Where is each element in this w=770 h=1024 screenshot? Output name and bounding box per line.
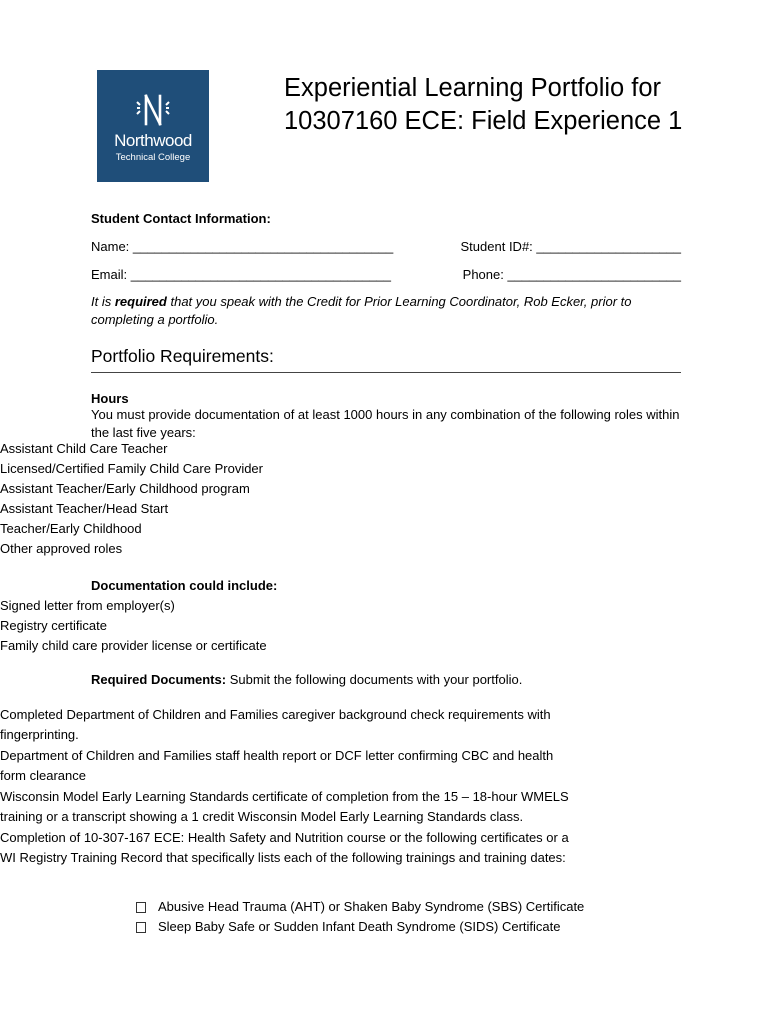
list-item: • Assistant Teacher/Head Start (0, 499, 263, 519)
training-label: Sleep Baby Safe or Sudden Infant Death Syndrome (SIDS) Certificate (158, 919, 561, 934)
list-item: • Signed letter from employer(s) (0, 596, 267, 616)
northwood-logo (97, 70, 209, 182)
required-documents-intro (91, 671, 522, 689)
list-item: • Assistant Teacher/Early Childhood program (0, 479, 263, 499)
document-title: Experiential Learning Portfolio for 10307160 ECE: Field Experience 1 (284, 74, 683, 135)
hours-heading: Hours (91, 391, 129, 406)
trainings-list (136, 897, 584, 937)
documentation-list (0, 596, 267, 656)
list-item: • Completion of 10-307-167 ECE: Health Safety and Nutrition course or the following certificates or a WI Registry Training Record that specifically lists each of the following trainings and training dates: (0, 828, 570, 868)
list-item: • Teacher/Early Childhood (0, 519, 263, 539)
training-label: Abusive Head Trauma (AHT) or Shaken Baby Syndrome (SBS) Certificate (158, 899, 585, 914)
notice-after: that you speak with the Credit for Prior Learning Coordinator, Rob Ecker, prior to completing a portfolio. (91, 294, 632, 327)
required-documents-label: Required Documents: (91, 672, 227, 687)
section-divider (91, 372, 681, 373)
list-item: • Wisconsin Model Early Learning Standards certificate of completion from the 15 – 18-hour WMELS training or a transcript showing a 1 credit Wisconsin Model Early Learning Standards class. (0, 787, 570, 827)
contact-heading: Student Contact Information: (91, 211, 271, 226)
list-item: • Other approved roles (0, 539, 263, 559)
list-item: • Licensed/Certified Family Child Care Provider (0, 459, 263, 479)
coordinator-notice (91, 293, 681, 329)
list-item: • Assistant Child Care Teacher (0, 439, 263, 459)
list-item: • Registry certificate (0, 616, 267, 636)
requirements-heading: Portfolio Requirements: (91, 346, 274, 366)
required-documents-list (0, 705, 570, 869)
northwood-n-mark-icon (133, 90, 173, 130)
roles-list (0, 439, 263, 559)
notice-before: It is (91, 294, 115, 309)
hours-description: You must provide documentation of at least 1000 hours in any combination of the following roles within the last five years: (91, 407, 680, 440)
documentation-heading: Documentation could include: (91, 578, 278, 593)
logo-brand: Northwood (114, 131, 192, 150)
notice-required: required (114, 294, 167, 309)
student-id-field[interactable]: Student ID#: ____________________ (460, 239, 681, 254)
name-field[interactable]: Name: ____________________________________ (91, 239, 394, 254)
training-item (136, 917, 584, 937)
list-item: • Completed Department of Children and Families caregiver background check requirements with fingerprinting. (0, 705, 570, 745)
email-field[interactable]: Email: ____________________________________ (91, 267, 392, 282)
training-item (136, 897, 584, 917)
required-documents-text: Submit the following documents with your portfolio. (226, 672, 523, 687)
phone-field[interactable]: Phone: ________________________ (462, 267, 681, 282)
list-item: • Department of Children and Families staff health report or DCF letter confirming CBC and health form clearance (0, 746, 570, 786)
logo-subtitle: Technical College (115, 152, 191, 163)
checkbox-icon[interactable] (136, 922, 146, 933)
checkbox-icon[interactable] (136, 902, 146, 913)
list-item: • Family child care provider license or certificate (0, 636, 267, 656)
